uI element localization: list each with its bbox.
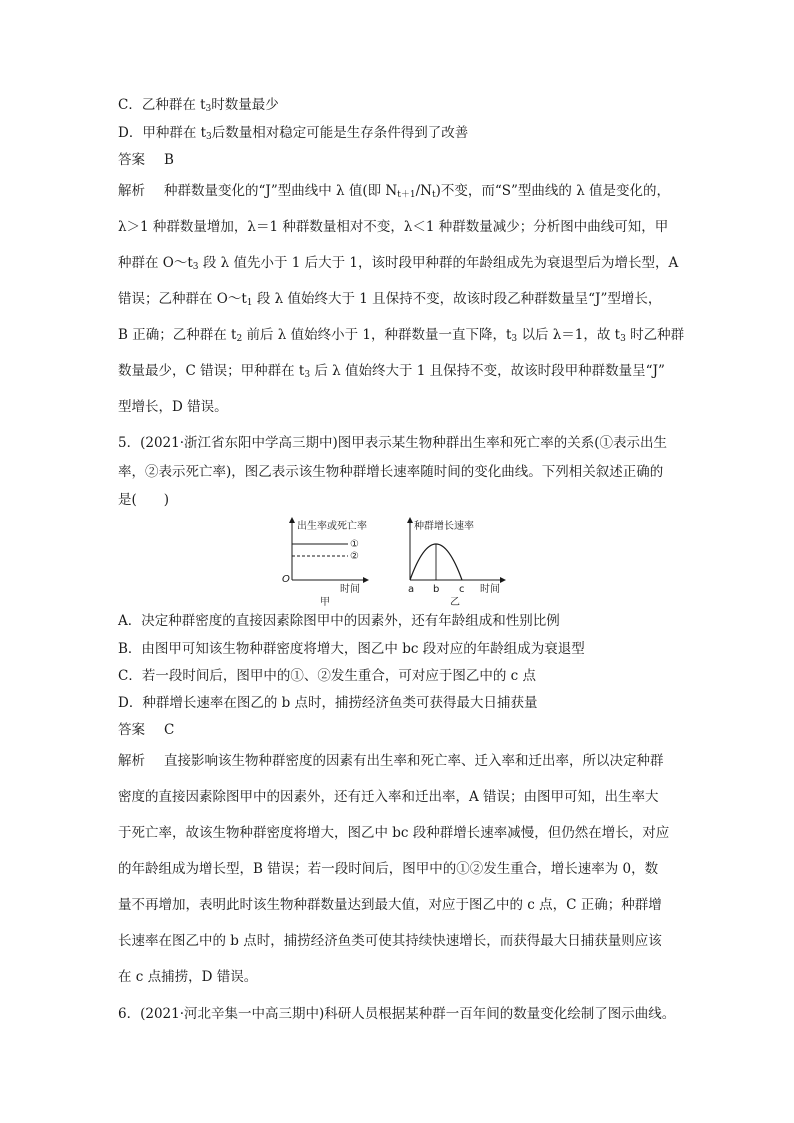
- q5-analysis-line-2: 密度的直接因素除图甲中的因素外，还有迁入率和迁出率，A 错误；由图甲可知，出生率大: [118, 789, 659, 805]
- yi-caption: 乙: [450, 597, 460, 608]
- jia-origin: O: [282, 574, 290, 585]
- option-d: D．甲种群在 $t_3$后数量相对稳定可能是生存条件得到了改善: [118, 125, 469, 142]
- jia-line1-label: ①: [350, 539, 359, 550]
- q6-stem: 6．(2021·河北辛集一中高三期中)科研人员根据某种群一百年间的数量变化绘制了图示曲线。: [118, 1006, 676, 1022]
- q5-analysis-line-5: 量不再增加，表明此时该生物种群数量达到最大值，对应于图乙中的 c 点，C 正确；种群增: [118, 897, 662, 913]
- graph-jia: [282, 518, 368, 608]
- q5-analysis-line-6: 长速率在图乙中的 b 点时，捕捞经济鱼类可使其持续快速增长，而获得最大日捕获量则应该: [118, 933, 662, 949]
- analysis-label: 解析: [118, 183, 145, 199]
- answer-value: B: [164, 152, 174, 168]
- jia-line2-label: ②: [350, 551, 359, 562]
- q5-answer-line: [118, 721, 174, 739]
- q5-figure-svg: [280, 514, 510, 606]
- q5-analysis-line-1: 解析 直接影响该生物种群密度的因素有出生率和死亡率、迁入率和迁出率，所以决定种群: [118, 753, 664, 769]
- analysis-line-6: 数量最少，C 错误；甲种群在 $t_3$ 后 λ 值始终大于 1 且保持不变，故该时段甲种群数量呈“J”: [118, 363, 665, 380]
- q5-option-b: B．由图甲可知该生物种群密度将增大，图乙中 bc 段对应的年龄组成为衰退型: [118, 641, 585, 657]
- analysis-line-3: 种群在 $O\sim t_3$ 段 λ 值先小于 1 后大于 1，该时段甲种群的年龄组成先为衰退型后为增长型，A: [118, 255, 679, 272]
- answer-label: 答案: [118, 152, 145, 168]
- analysis-line-4: 错误；乙种群在 $O\sim t_1$ 段 λ 值始终大于 1 且保持不变，故该时段乙种群数量呈“J”型增长，: [118, 291, 662, 308]
- analysis-line-1: 解析 种群数量变化的“J”型曲线中 λ 值(即 $N_{t+1}/N_t$)不变，而“S”型曲线的 λ 值是变化的，: [118, 183, 671, 200]
- analysis-line-2: λ＞1 种群数量增加，λ＝1 种群数量相对不变，λ＜1 种群数量减少；分析图中曲线可知，甲: [118, 219, 669, 235]
- yi-point-c: c: [459, 584, 465, 595]
- q5-option-a: A．决定种群密度的直接因素除图甲中的因素外，还有年龄组成和性别比例: [118, 613, 560, 629]
- q5-option-c: C．若一段时间后，图甲中的①、②发生重合，可对应于图乙中的 c 点: [118, 668, 536, 684]
- q5-analysis-line-4: 的年龄组成为增长型，B 错误；若一段时间后，图甲中的①②发生重合，增长速率为 0，数: [118, 861, 659, 877]
- q5-answer-label: 答案: [118, 722, 145, 738]
- jia-xlabel: 时间: [340, 584, 360, 595]
- q5-option-d: D．种群增长速率在图乙的 b 点时，捕捞经济鱼类可获得最大日捕获量: [118, 695, 538, 711]
- yi-ylabel: 种群增长速率: [414, 521, 474, 532]
- q5-analysis-label: 解析: [118, 753, 145, 769]
- q5-analysis-line-3: 于死亡率，故该生物种群密度将增大，图乙中 bc 段种群增长速率减慢，但仍然在增长，对应: [118, 825, 670, 841]
- yi-point-a: a: [408, 584, 415, 595]
- jia-ylabel: 出生率或死亡率: [297, 521, 367, 532]
- analysis-line-5: B 正确；乙种群在 $t_2$ 前后 λ 值始终小于 1，种群数量一直下降，$t_3$ 以后 λ＝1，故 $t_3$ 时乙种群: [118, 327, 685, 344]
- q5-answer-value: C: [164, 722, 175, 738]
- q5-stem-line-2: 率，②表示死亡率)，图乙表示该生物种群增长速率随时间的变化曲线。下列相关叙述正确的: [118, 464, 664, 480]
- q5-figure: [280, 514, 510, 606]
- q5-stem-line-1: 5．(2021·浙江省东阳中学高三期中)图甲表示某生物种群出生率和死亡率的关系(①表示出生: [118, 435, 668, 451]
- graph-yi: [408, 518, 505, 608]
- q5-analysis-line-7: 在 c 点捕捞，D 错误。: [118, 969, 258, 985]
- q5-stem-line-3: 是( ): [118, 492, 170, 508]
- analysis-line-7: 型增长，D 错误。: [118, 399, 228, 415]
- yi-xlabel: 时间: [480, 584, 500, 595]
- answer-line: [118, 151, 174, 169]
- jia-caption: 甲: [320, 597, 330, 608]
- yi-point-b: b: [433, 584, 440, 595]
- option-c: C．乙种群在 $t_3$时数量最少: [118, 97, 279, 114]
